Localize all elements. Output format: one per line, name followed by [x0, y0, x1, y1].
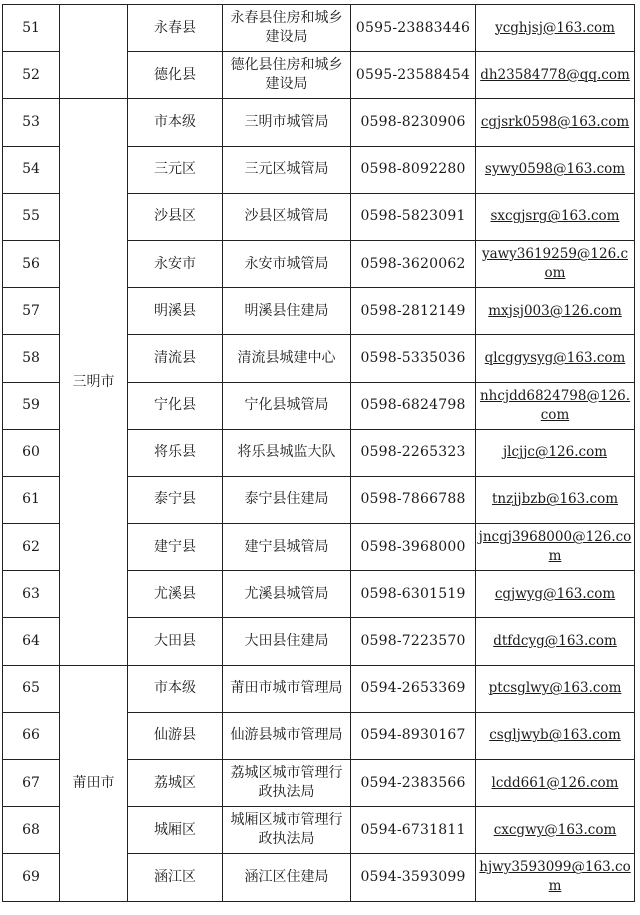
district-name: 大田县 [128, 618, 223, 665]
phone-number: 0598-7866788 [351, 476, 476, 523]
email-address-text[interactable]: ycghjsj@163.com [495, 19, 615, 36]
agency-name-text: 荔城区城市管理行政执法局 [230, 765, 343, 801]
row-number: 59 [3, 382, 60, 429]
agency-name [223, 712, 351, 759]
row-number: 55 [3, 193, 60, 240]
agency-name-text: 大田县住建局 [244, 633, 329, 650]
email-address [476, 524, 635, 571]
row-number: 66 [3, 712, 60, 759]
district-name: 三元区 [128, 146, 223, 193]
email-address [476, 476, 635, 523]
email-address-text[interactable]: dtfdcyg@163.com [493, 633, 617, 650]
agency-name [223, 571, 351, 618]
email-address [476, 760, 635, 807]
row-number: 61 [3, 476, 60, 523]
phone-number: 0598-2812149 [351, 288, 476, 335]
agency-name-text: 仙游县城市管理局 [230, 727, 343, 744]
email-address-text[interactable]: hjwy3593099@163.com [479, 859, 631, 895]
district-name: 仙游县 [128, 712, 223, 759]
email-address-text[interactable]: mxjsj003@126.com [488, 302, 622, 319]
agency-name-text: 德化县住房和城乡建设局 [230, 57, 343, 93]
agency-name [223, 52, 351, 99]
row-number: 69 [3, 854, 60, 901]
phone-number: 0598-2265323 [351, 429, 476, 476]
agency-name [223, 524, 351, 571]
phone-number: 0598-3968000 [351, 524, 476, 571]
email-address [476, 429, 635, 476]
table-row [3, 665, 635, 712]
row-number: 58 [3, 335, 60, 382]
email-address [476, 854, 635, 901]
email-address [476, 665, 635, 712]
email-address [476, 382, 635, 429]
phone-number: 0598-5335036 [351, 335, 476, 382]
phone-number: 0594-3593099 [351, 854, 476, 901]
table-row [3, 99, 635, 146]
agency-name-text: 明溪县住建局 [244, 302, 329, 319]
agency-name-text: 莆田市城市管理局 [230, 680, 343, 697]
email-address-text[interactable]: yawy3619259@126.com [481, 246, 629, 282]
agency-name-text: 清流县城建中心 [237, 349, 336, 366]
agency-name-text: 三明市城管局 [244, 113, 329, 130]
phone-number: 0598-8092280 [351, 146, 476, 193]
agency-name [223, 240, 351, 287]
phone-number: 0598-6824798 [351, 382, 476, 429]
district-name: 尤溪县 [128, 571, 223, 618]
phone-number: 0594-8930167 [351, 712, 476, 759]
agency-name [223, 665, 351, 712]
district-name: 德化县 [128, 52, 223, 99]
city-cell-continued [60, 5, 128, 99]
agency-name [223, 335, 351, 382]
agency-name [223, 193, 351, 240]
phone-number: 0598-5823091 [351, 193, 476, 240]
email-address-text[interactable]: csgljwyb@163.com [489, 727, 621, 744]
email-address [476, 712, 635, 759]
agency-name-text: 涵江区住建局 [244, 868, 329, 885]
email-address-text[interactable]: tnzjjbzb@163.com [491, 491, 619, 508]
agency-name-text: 三元区城管局 [244, 161, 329, 178]
email-address-text[interactable]: jlcjjc@126.com [502, 444, 608, 461]
email-address [476, 618, 635, 665]
district-name: 荔城区 [128, 760, 223, 807]
agency-name [223, 146, 351, 193]
district-name: 将乐县 [128, 429, 223, 476]
district-name: 明溪县 [128, 288, 223, 335]
district-name: 永安市 [128, 240, 223, 287]
phone-number: 0595-23883446 [351, 5, 476, 52]
email-address [476, 335, 635, 382]
email-address-text[interactable]: qlcggysyg@163.com [484, 349, 626, 366]
phone-number: 0598-3620062 [351, 240, 476, 287]
agency-name-text: 将乐县城监大队 [237, 444, 336, 461]
email-address-text[interactable]: dh23584778@qq.com [480, 66, 630, 83]
email-address [476, 99, 635, 146]
city-putian: 莆田市 [60, 665, 128, 901]
district-name: 永春县 [128, 5, 223, 52]
phone-number: 0594-6731811 [351, 807, 476, 854]
table-row [3, 5, 635, 52]
email-address [476, 240, 635, 287]
agency-name [223, 807, 351, 854]
email-address [476, 146, 635, 193]
agency-name-text: 永春县住房和城乡建设局 [230, 10, 343, 46]
email-address-text[interactable]: jncgj3968000@126.com [478, 529, 632, 565]
row-number: 64 [3, 618, 60, 665]
agency-name [223, 618, 351, 665]
row-number: 52 [3, 52, 60, 99]
email-address [476, 571, 635, 618]
district-name: 沙县区 [128, 193, 223, 240]
district-name: 泰宁县 [128, 476, 223, 523]
row-number: 62 [3, 524, 60, 571]
agency-name-text: 泰宁县住建局 [244, 491, 329, 508]
agency-name-text: 宁化县城管局 [244, 397, 329, 414]
email-address [476, 52, 635, 99]
district-name: 宁化县 [128, 382, 223, 429]
email-address [476, 288, 635, 335]
district-name: 市本级 [128, 665, 223, 712]
row-number: 53 [3, 99, 60, 146]
phone-number: 0594-2653369 [351, 665, 476, 712]
agency-name [223, 382, 351, 429]
agency-name-text: 永安市城管局 [244, 255, 329, 272]
email-address [476, 807, 635, 854]
row-number: 51 [3, 5, 60, 52]
phone-number: 0594-2383566 [351, 760, 476, 807]
agency-name [223, 854, 351, 901]
row-number: 57 [3, 288, 60, 335]
agency-name-text: 沙县区城管局 [244, 208, 329, 225]
city-sanming: 三明市 [60, 99, 128, 665]
row-number: 54 [3, 146, 60, 193]
email-address-text[interactable]: sxcgjsrg@163.com [490, 208, 620, 225]
district-name: 城厢区 [128, 807, 223, 854]
agency-name [223, 99, 351, 146]
row-number: 60 [3, 429, 60, 476]
agency-name [223, 288, 351, 335]
email-address-text[interactable]: sywy0598@163.com [484, 161, 626, 178]
phone-number: 0598-6301519 [351, 571, 476, 618]
email-address-text[interactable]: lcdd661@126.com [491, 774, 619, 791]
row-number: 63 [3, 571, 60, 618]
phone-number: 0598-7223570 [351, 618, 476, 665]
district-name: 建宁县 [128, 524, 223, 571]
agency-name [223, 476, 351, 523]
row-number: 56 [3, 240, 60, 287]
row-number: 68 [3, 807, 60, 854]
email-address-text[interactable]: cgjsrk0598@163.com [480, 113, 630, 130]
table-body [3, 5, 635, 902]
email-address-text[interactable]: cxcgwy@163.com [493, 821, 617, 838]
agency-name-text: 尤溪县城管局 [244, 585, 329, 602]
agency-name [223, 760, 351, 807]
row-number: 65 [3, 665, 60, 712]
agency-name [223, 429, 351, 476]
agency-name [223, 5, 351, 52]
email-address [476, 5, 635, 52]
contact-table [2, 4, 635, 902]
email-address-text[interactable]: nhcjdd6824798@126.com [479, 387, 631, 423]
district-name: 市本级 [128, 99, 223, 146]
email-address-text[interactable]: ptcsglwy@163.com [488, 680, 622, 697]
agency-name-text: 城厢区城市管理行政执法局 [230, 812, 343, 848]
row-number: 67 [3, 760, 60, 807]
phone-number: 0595-23588454 [351, 52, 476, 99]
agency-name-text: 建宁县城管局 [244, 538, 329, 555]
district-name: 清流县 [128, 335, 223, 382]
email-address [476, 193, 635, 240]
email-address-text[interactable]: cgjwyg@163.com [494, 585, 616, 602]
phone-number: 0598-8230906 [351, 99, 476, 146]
district-name: 涵江区 [128, 854, 223, 901]
